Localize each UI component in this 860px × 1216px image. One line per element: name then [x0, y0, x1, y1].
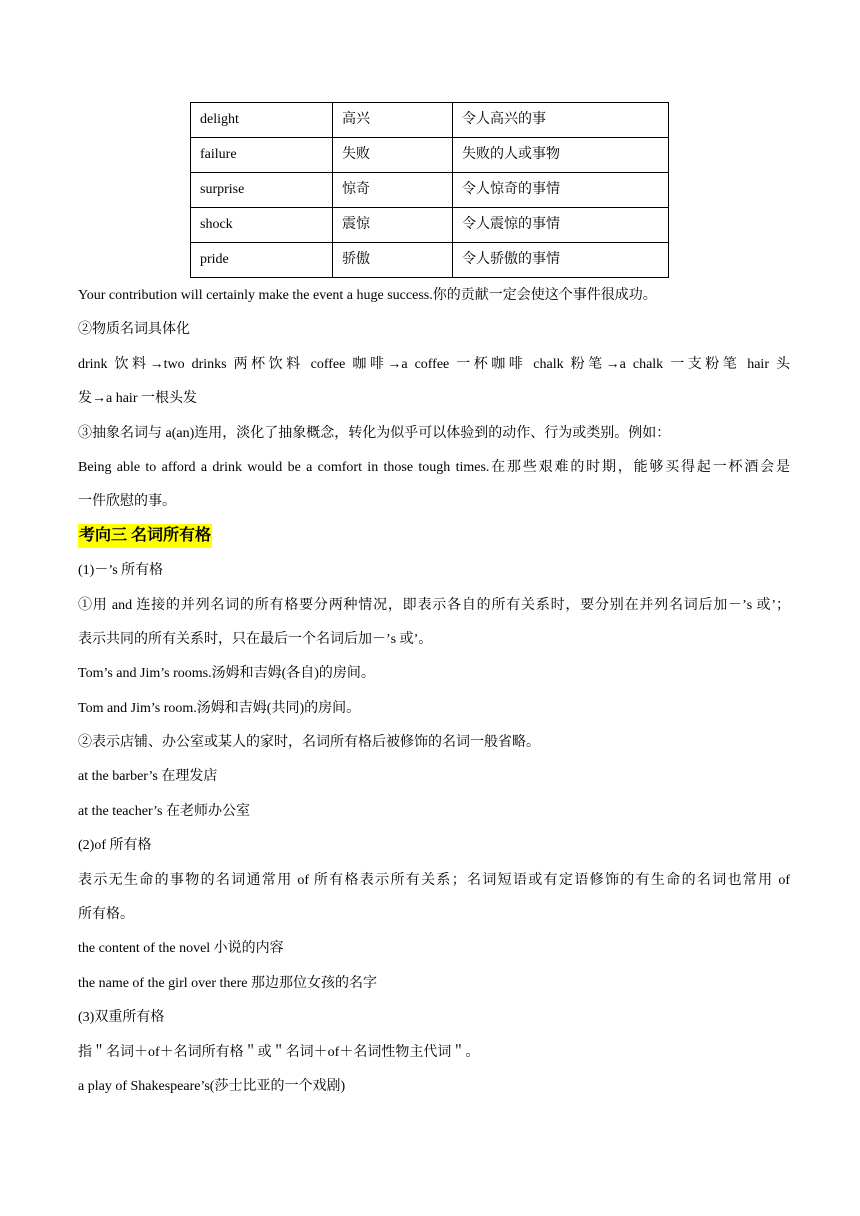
- table-row: [191, 208, 669, 243]
- table-cell-meaning: 骄傲: [333, 243, 453, 278]
- paragraph-line: 发→a hair 一根头发: [78, 391, 197, 407]
- example-sentence: Your contribution will certainly make the event a huge success.你的贡献一定会使这个事件很成功。: [78, 288, 657, 303]
- paragraph-line: drink 饮料→two drinks 两杯饮料 coffee 咖啡→a coffee 一杯咖啡 chalk 粉笔→a chalk 一支粉笔 hair 头: [78, 356, 790, 372]
- paragraph-line: 所有格。: [78, 907, 134, 923]
- table-cell-meaning: 惊奇: [333, 173, 453, 208]
- table-cell-word: surprise: [191, 173, 333, 208]
- table-cell-thing: 令人骄傲的事情: [453, 243, 669, 278]
- paragraph-line: 一件欣慰的事。: [78, 494, 176, 510]
- paragraph-line: 表示无生命的事物的名词通常用 of 所有格表示所有关系；名词短语或有定语修饰的有生命的名词也常用 of: [78, 872, 790, 888]
- subsection-heading: (1)－’s 所有格: [78, 563, 164, 579]
- table-cell-word: delight: [191, 103, 333, 138]
- example-sentence: Tom’s and Jim’s rooms.汤姆和吉姆(各自)的房间。: [78, 666, 375, 682]
- table-cell-meaning: 失败: [333, 138, 453, 173]
- section-heading-row: [78, 520, 790, 554]
- subpoint-heading: ②物质名词具体化: [78, 322, 190, 338]
- subsection-heading: (2)of 所有格: [78, 838, 152, 854]
- example-phrase: at the teacher’s 在老师办公室: [78, 803, 250, 819]
- table-cell-meaning: 高兴: [333, 103, 453, 138]
- paragraph-line: ①用 and 连接的并列名词的所有格要分两种情况，即表示各自的所有关系时，要分别在并列名词后加－’s 或’；: [78, 597, 790, 613]
- table-row: [191, 243, 669, 278]
- example-sentence: Tom and Jim’s room.汤姆和吉姆(共同)的房间。: [78, 700, 361, 716]
- table-cell-word: pride: [191, 243, 333, 278]
- paragraph-line: 指＂名词＋of＋名词所有格＂或＂名词＋of＋名词性物主代词＂。: [78, 1044, 480, 1060]
- table-row: [191, 138, 669, 173]
- example-phrase: the name of the girl over there 那边那位女孩的名字: [78, 975, 377, 991]
- example-phrase: a play of Shakespeare’s(莎士比亚的一个戏剧): [78, 1078, 346, 1094]
- section-heading: 考向三 名词所有格: [78, 524, 212, 548]
- table-row: [191, 173, 669, 208]
- table-cell-meaning: 震惊: [333, 208, 453, 243]
- body-text: [78, 279, 790, 1104]
- vocabulary-table: [190, 102, 669, 278]
- example-phrase: at the barber’s 在理发店: [78, 769, 218, 785]
- paragraph-line: 表示共同的所有关系时，只在最后一个名词后加－’s 或’。: [78, 631, 433, 647]
- example-phrase: the content of the novel 小说的内容: [78, 941, 284, 957]
- subpoint-heading: ②表示店铺、办公室或某人的家时，名词所有格后被修饰的名词一般省略。: [78, 735, 540, 751]
- subsection-heading: (3)双重所有格: [78, 1010, 165, 1026]
- table-cell-thing: 令人高兴的事: [453, 103, 669, 138]
- table-cell-thing: 令人惊奇的事情: [453, 173, 669, 208]
- table-cell-word: failure: [191, 138, 333, 173]
- table-row: [191, 103, 669, 138]
- table-cell-word: shock: [191, 208, 333, 243]
- table-cell-thing: 失败的人或事物: [453, 138, 669, 173]
- example-sentence: Being able to afford a drink would be a comfort in those tough times.在那些艰难的时期，能够买得起一杯酒会是: [78, 459, 790, 475]
- subpoint-heading: ③抽象名词与 a(an)连用，淡化了抽象概念，转化为似乎可以体验到的动作、行为或类别。例如：: [78, 425, 671, 441]
- table-cell-thing: 令人震惊的事情: [453, 208, 669, 243]
